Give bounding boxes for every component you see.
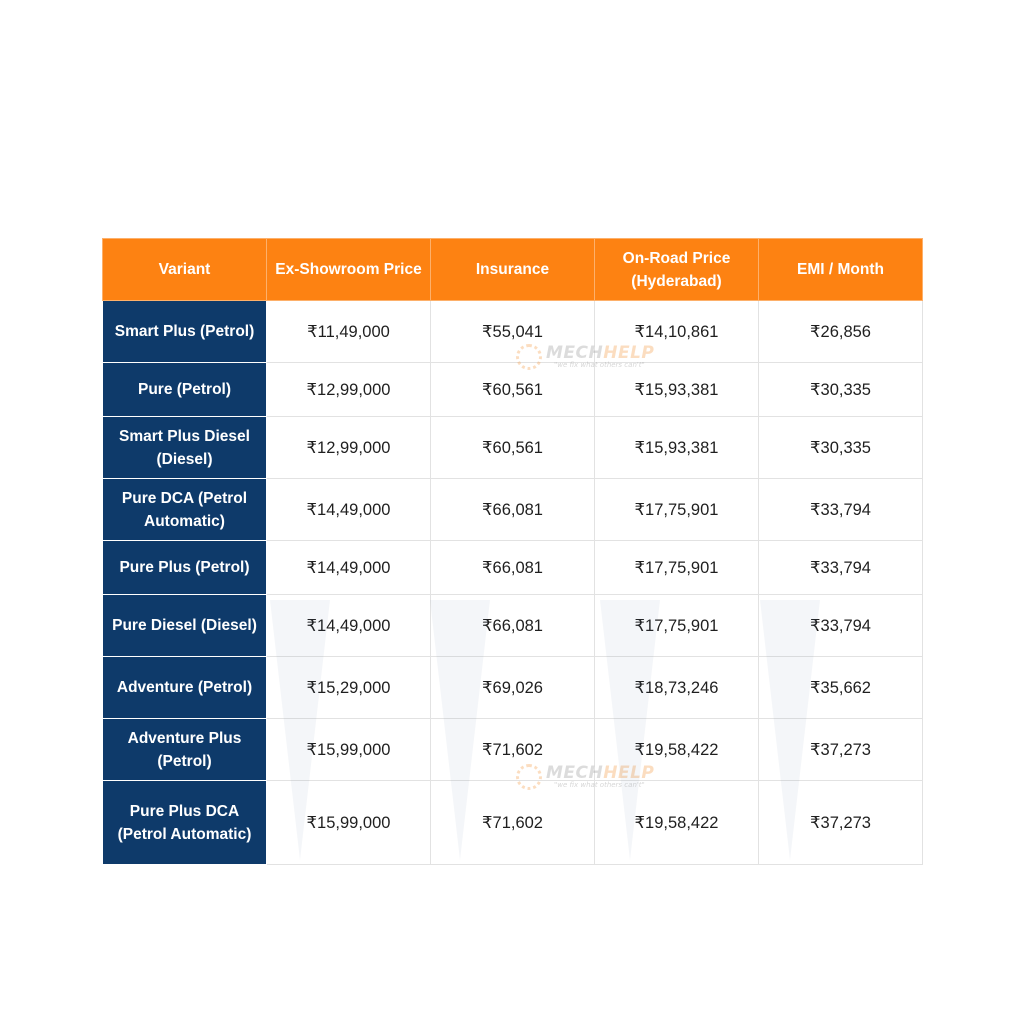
emi-cell: ₹35,662 bbox=[759, 657, 923, 719]
on-road-cell: ₹14,10,861 bbox=[595, 301, 759, 363]
watermark-tagline: "we fix what others can't" bbox=[554, 361, 645, 369]
emi-cell: ₹37,273 bbox=[759, 781, 923, 865]
on-road-cell: ₹15,93,381 bbox=[595, 363, 759, 417]
header-ex-showroom-price: Ex-Showroom Price bbox=[267, 239, 431, 301]
insurance-cell: ₹60,561 bbox=[431, 363, 595, 417]
on-road-cell: ₹17,75,901 bbox=[595, 541, 759, 595]
table-row bbox=[103, 301, 923, 363]
emi-cell: ₹33,794 bbox=[759, 541, 923, 595]
emi-cell: ₹30,335 bbox=[759, 417, 923, 479]
variant-cell: Pure DCA (Petrol Automatic) bbox=[103, 479, 267, 541]
table-header-row bbox=[103, 239, 923, 301]
price-table bbox=[102, 238, 923, 865]
insurance-cell: ₹71,602 bbox=[431, 719, 595, 781]
header-insurance: Insurance bbox=[431, 239, 595, 301]
on-road-cell: ₹17,75,901 bbox=[595, 479, 759, 541]
emi-cell: ₹26,856 bbox=[759, 301, 923, 363]
watermark-brand-part1: MECH bbox=[546, 343, 604, 363]
ex-showroom-cell: ₹12,99,000 bbox=[267, 363, 431, 417]
variant-cell: Pure (Petrol) bbox=[103, 363, 267, 417]
table-row bbox=[103, 417, 923, 479]
watermark-brand-part2: HELP bbox=[603, 763, 655, 783]
table-row bbox=[103, 719, 923, 781]
ex-showroom-cell: ₹12,99,000 bbox=[267, 417, 431, 479]
table-row bbox=[103, 781, 923, 865]
insurance-cell: ₹66,081 bbox=[431, 479, 595, 541]
ex-showroom-cell: ₹14,49,000 bbox=[267, 479, 431, 541]
on-road-cell: ₹19,58,422 bbox=[595, 719, 759, 781]
emi-cell: ₹30,335 bbox=[759, 363, 923, 417]
watermark-tagline: "we fix what others can't" bbox=[554, 781, 645, 789]
emi-cell: ₹37,273 bbox=[759, 719, 923, 781]
table-row bbox=[103, 541, 923, 595]
price-table-container bbox=[102, 238, 922, 864]
ex-showroom-cell: ₹14,49,000 bbox=[267, 595, 431, 657]
insurance-cell: ₹66,081 bbox=[431, 595, 595, 657]
ex-showroom-cell: ₹14,49,000 bbox=[267, 541, 431, 595]
emi-cell: ₹33,794 bbox=[759, 479, 923, 541]
insurance-cell: ₹55,041 bbox=[431, 301, 595, 363]
watermark-brand-part2: HELP bbox=[603, 343, 655, 363]
header-variant: Variant bbox=[103, 239, 267, 301]
ex-showroom-cell: ₹11,49,000 bbox=[267, 301, 431, 363]
on-road-cell: ₹17,75,901 bbox=[595, 595, 759, 657]
ex-showroom-cell: ₹15,99,000 bbox=[267, 781, 431, 865]
insurance-cell: ₹71,602 bbox=[431, 781, 595, 865]
ex-showroom-cell: ₹15,99,000 bbox=[267, 719, 431, 781]
variant-cell: Pure Plus (Petrol) bbox=[103, 541, 267, 595]
header-on-road-price: On-Road Price (Hyderabad) bbox=[595, 239, 759, 301]
table-row bbox=[103, 595, 923, 657]
variant-cell: Pure Diesel (Diesel) bbox=[103, 595, 267, 657]
insurance-cell: ₹69,026 bbox=[431, 657, 595, 719]
header-emi-month: EMI / Month bbox=[759, 239, 923, 301]
watermark-brand-part1: MECH bbox=[546, 763, 604, 783]
insurance-cell: ₹60,561 bbox=[431, 417, 595, 479]
insurance-cell: ₹66,081 bbox=[431, 541, 595, 595]
on-road-cell: ₹15,93,381 bbox=[595, 417, 759, 479]
table-row bbox=[103, 479, 923, 541]
table-row bbox=[103, 657, 923, 719]
on-road-cell: ₹19,58,422 bbox=[595, 781, 759, 865]
variant-cell: Pure Plus DCA (Petrol Automatic) bbox=[103, 781, 267, 865]
ex-showroom-cell: ₹15,29,000 bbox=[267, 657, 431, 719]
variant-cell: Smart Plus Diesel (Diesel) bbox=[103, 417, 267, 479]
on-road-cell: ₹18,73,246 bbox=[595, 657, 759, 719]
variant-cell: Adventure (Petrol) bbox=[103, 657, 267, 719]
emi-cell: ₹33,794 bbox=[759, 595, 923, 657]
variant-cell: Adventure Plus (Petrol) bbox=[103, 719, 267, 781]
variant-cell: Smart Plus (Petrol) bbox=[103, 301, 267, 363]
table-row bbox=[103, 363, 923, 417]
